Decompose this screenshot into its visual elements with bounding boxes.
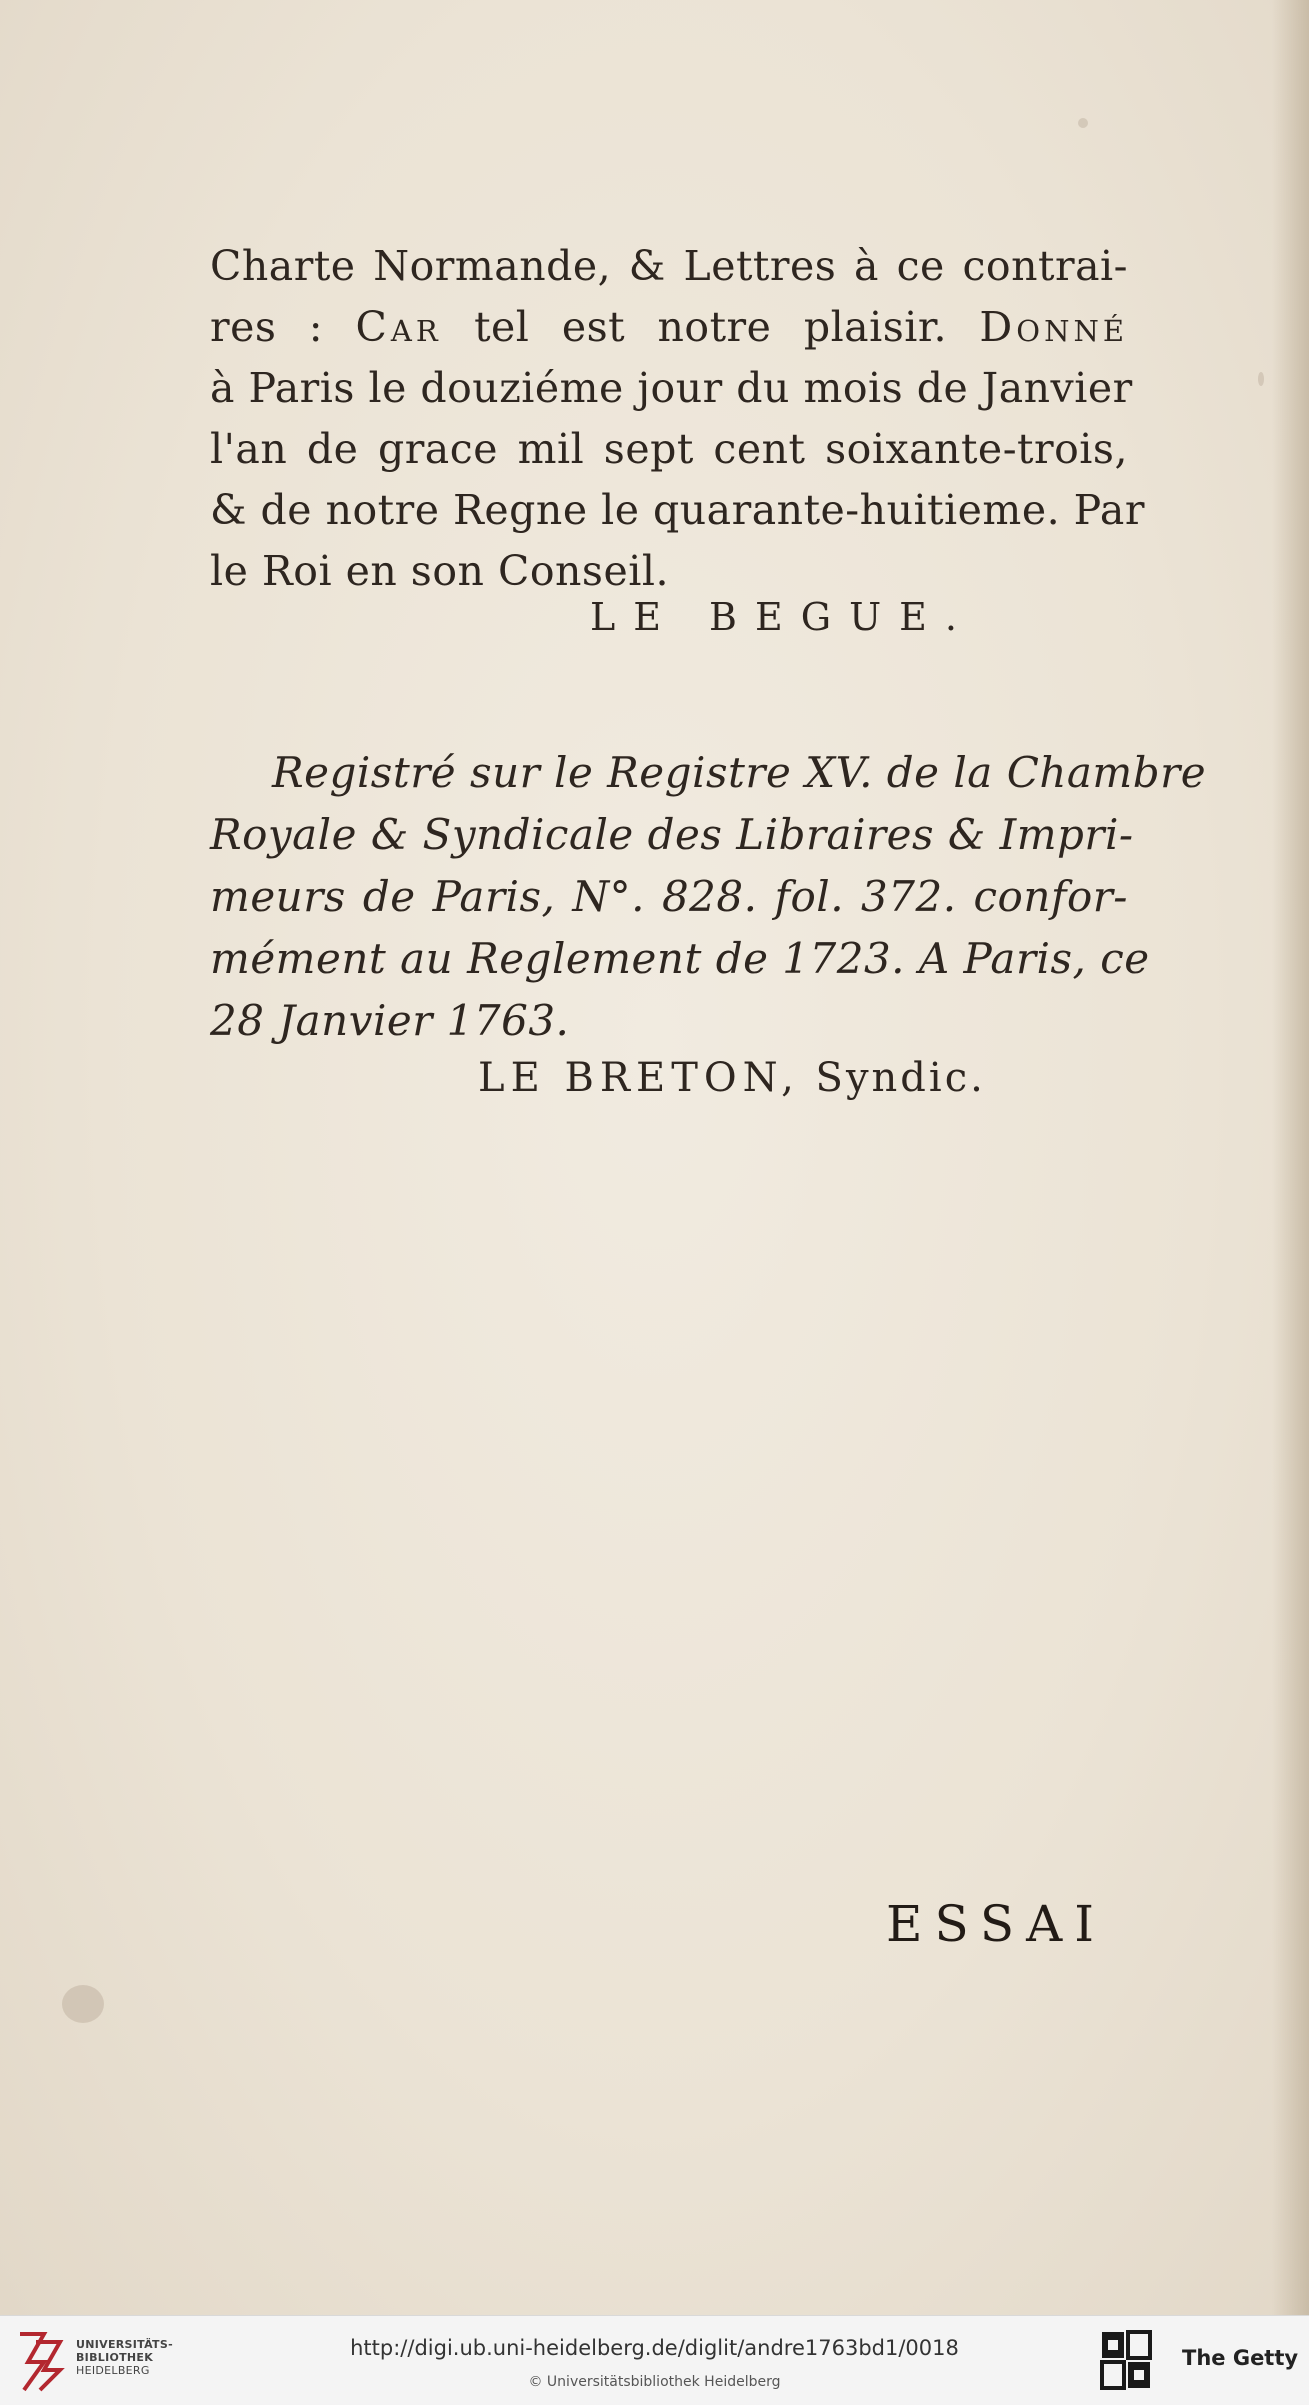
getty-logo-icon[interactable]: [1098, 2328, 1154, 2394]
catchword: ESSAI: [886, 1895, 1106, 1953]
royal-privilege-text: [210, 236, 1145, 602]
text-line: [210, 297, 1128, 358]
partner-name[interactable]: The Getty: [1182, 2346, 1299, 2370]
permalink-url[interactable]: http://digi.ub.uni-heidelberg.de/diglit/andre1763bd1/0018: [350, 2336, 959, 2360]
signatory-name: LE BRETON,: [478, 1055, 800, 1101]
text-line-fragment: res :: [210, 303, 356, 351]
library-name-line: HEIDELBERG: [76, 2364, 150, 2377]
paper-stain: [1258, 372, 1264, 386]
text-line-fragment: tel est notre plaisir.: [441, 303, 980, 351]
text-line: Charte Normande, & Lettres à ce contrai-: [210, 242, 1128, 290]
text-line: 28 Janvier 1763.: [210, 996, 570, 1045]
library-name-line: UNIVERSITÄTS-: [76, 2338, 173, 2351]
signature-le-begue: LE BEGUE.: [590, 595, 975, 639]
text-line: l'an de grace mil sept cent soixante-trois,: [210, 425, 1128, 473]
text-line: Royale & Syndicale des Libraires & Impri-: [210, 810, 1134, 859]
car-word: Car: [355, 303, 442, 351]
text-line: à Paris le douziéme jour du mois de Janvier: [210, 364, 1133, 412]
text-line: & de notre Regne le quarante-huitieme. Par: [210, 486, 1145, 534]
paper-stain: [1078, 118, 1088, 128]
text-line: mément au Reglement de 1723. A Paris, ce: [210, 934, 1150, 983]
registration-note: [210, 742, 1207, 1052]
text-line: le Roi en son Conseil.: [210, 547, 669, 595]
text-line: Registré sur le Registre XV. de la Chambre: [272, 748, 1207, 797]
signature-le-breton: [478, 1055, 986, 1101]
viewer-footer: [0, 2315, 1309, 2405]
signatory-title: Syndic.: [815, 1055, 986, 1101]
copyright-notice: © Universitätsbibliothek Heidelberg: [528, 2374, 781, 2390]
library-name-line: BIBLIOTHEK: [76, 2351, 154, 2364]
paper-stain: [62, 1985, 104, 2023]
donne-word: Donné: [979, 303, 1128, 351]
text-line: meurs de Paris, N°. 828. fol. 372. confor-: [210, 872, 1128, 921]
